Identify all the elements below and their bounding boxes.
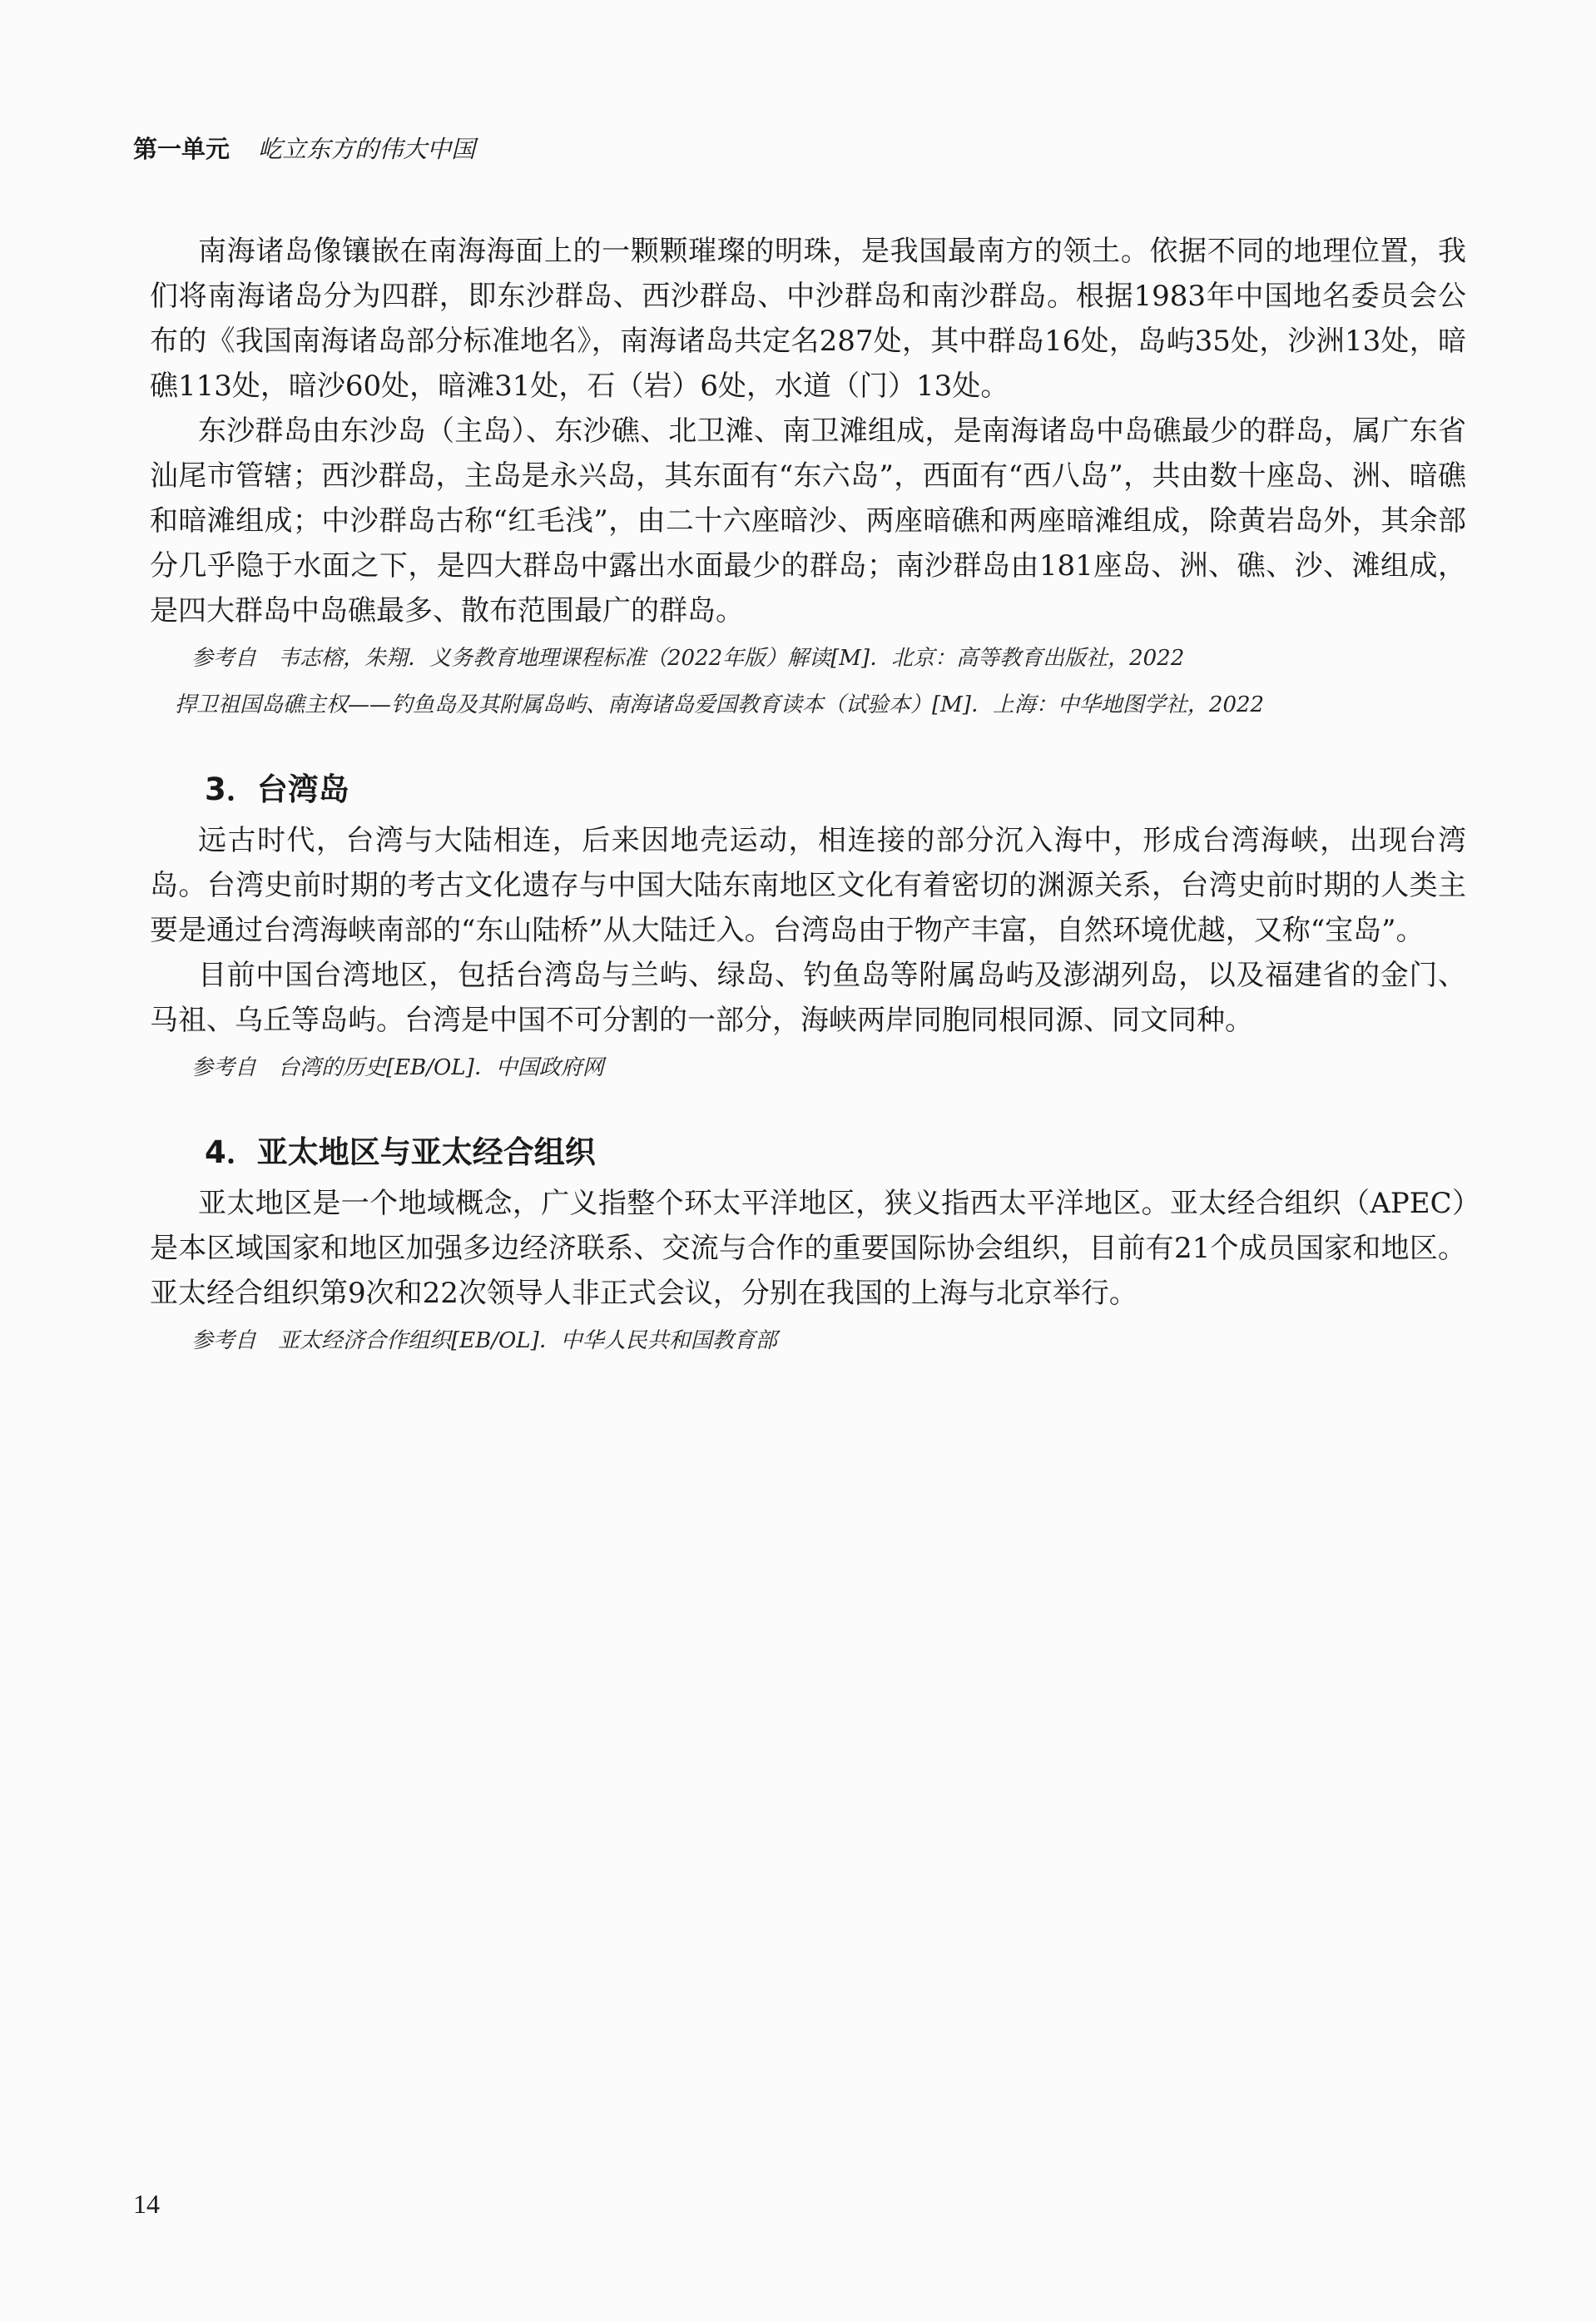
unit-label: 第一单元 xyxy=(133,136,230,163)
body-paragraph: 东沙群岛由东沙岛（主岛）、东沙礁、北卫滩、南卫滩组成，是南海诸岛中岛礁最少的群岛，属广东省汕尾市管辖；西沙群岛，主岛是永兴岛，其东面有“东六岛”，西面有“西八岛”，共由数十座岛、洲、暗礁和暗滩组成；中沙群岛古称“红毛浅”，由二十六座暗沙、两座暗礁和两座暗滩组成，除黄岩岛外，其余部分几乎隐于水面之下，是四大群岛中露出水面最少的群岛；南沙群岛由181座岛、洲、礁、沙、滩组成，是四大群岛中岛礁最多、散布范围最广的群岛。 xyxy=(150,414,1466,628)
reference-note: 参考自 韦志榕，朱翔．义务教育地理课程标准（2022年版）解读[M]．北京：高等教育出版社，2022 xyxy=(191,646,1185,671)
section-heading: 3．台湾岛 xyxy=(205,772,349,807)
body-paragraph: 目前中国台湾地区，包括台湾岛与兰屿、绿岛、钓鱼岛等附属岛屿及澎湖列岛，以及福建省的金门、马祖、乌丘等岛屿。台湾是中国不可分割的一部分，海峡两岸同胞同根同源、同文同种。 xyxy=(150,959,1466,1037)
reference-note: 捍卫祖国岛礁主权——钓鱼岛及其附属岛屿、南海诸岛爱国教育读本（试验本）[M]．上海：中华地图学社，2022 xyxy=(175,692,1265,717)
unit-title: 屹立东方的伟大中国 xyxy=(258,136,476,163)
body-paragraph: 远古时代，台湾与大陆相连，后来因地壳运动，相连接的部分沉入海中，形成台湾海峡，出现台湾岛。台湾史前时期的考古文化遗存与中国大陆东南地区文化有着密切的渊源关系，台湾史前时期的人类主要是通过台湾海峡南部的“东山陆桥”从大陆迁入。台湾岛由于物产丰富，自然环境优越，又称“宝岛”。 xyxy=(150,824,1466,947)
body-paragraph: 亚太地区是一个地域概念，广义指整个环太平洋地区，狭义指西太平洋地区。亚太经合组织（APEC）是本区域国家和地区加强多边经济联系、交流与合作的重要国际协会组织，目前有21个成员国家和地区。亚太经合组织第9次和22次领导人非正式会议，分别在我国的上海与北京举行。 xyxy=(150,1187,1466,1310)
body-paragraph: 南海诸岛像镶嵌在南海海面上的一颗颗璀璨的明珠，是我国最南方的领土。依据不同的地理位置，我们将南海诸岛分为四群，即东沙群岛、西沙群岛、中沙群岛和南沙群岛。根据1983年中国地名委员会公布的《我国南海诸岛部分标准地名》，南海诸岛共定名287处，其中群岛16处，岛屿35处，沙洲13处，暗礁113处，暗沙60处，暗滩31处，石（岩）6处，水道（门）13处。 xyxy=(150,235,1466,403)
running-header xyxy=(133,133,475,166)
main-content xyxy=(150,229,1466,1362)
reference-note: 参考自 台湾的历史[EB/OL]．中国政府网 xyxy=(191,1055,604,1080)
section-heading: 4．亚太地区与亚太经合组织 xyxy=(205,1134,596,1170)
reference-note: 参考自 亚太经济合作组织[EB/OL]．中华人民共和国教育部 xyxy=(191,1328,777,1353)
page-number: 14 xyxy=(133,2189,160,2219)
